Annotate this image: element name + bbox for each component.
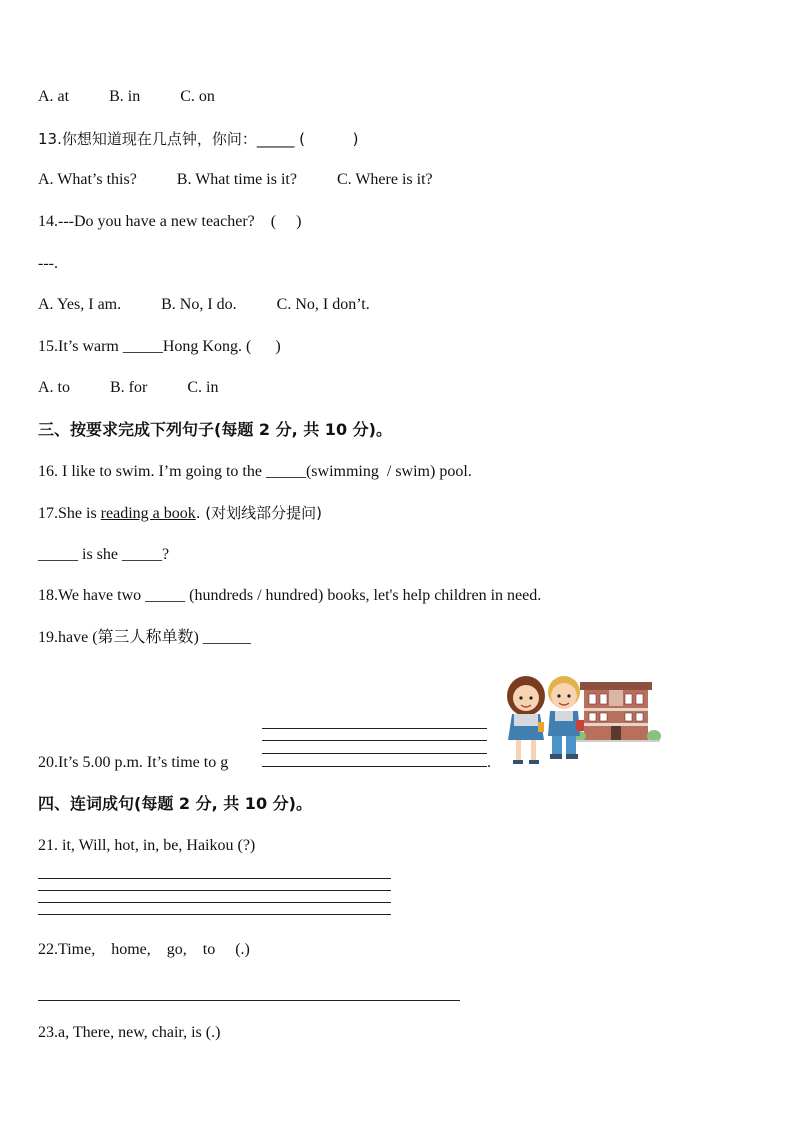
q13-stem: 13.你想知道现在几点钟，你问：_____ ( ) bbox=[38, 130, 359, 148]
q18-text: 18.We have two _____ (hundreds / hundred) books, let's help children in need. bbox=[38, 587, 542, 604]
school-building-icon bbox=[574, 682, 661, 742]
boy-student-icon bbox=[548, 676, 584, 759]
q20-blank-line bbox=[262, 766, 487, 767]
q17-answer-line: _____ is she _____? bbox=[38, 546, 170, 563]
q22-text: 22.Time, home, go, to (.) bbox=[38, 941, 250, 958]
q15-options: A. to B. for C. in bbox=[38, 379, 219, 396]
q14-answer-line: ---. bbox=[38, 255, 58, 272]
q20-blank-line bbox=[262, 728, 487, 729]
section-3-heading: 三、按要求完成下列句子(每题 2 分, 共 10 分)。 bbox=[38, 420, 392, 439]
q17-underlined-phrase: reading a book bbox=[100, 505, 196, 522]
q22-blank-line bbox=[38, 1000, 460, 1001]
q14-stem: 14.---Do you have a new teacher? ( ) bbox=[38, 213, 302, 230]
q15-stem: 15.It’s warm _____Hong Kong. ( ) bbox=[38, 338, 281, 355]
q20-blank-line bbox=[262, 740, 487, 741]
q21-blank-line bbox=[38, 878, 391, 879]
q14-options: A. Yes, I am. B. No, I do. C. No, I don’t. bbox=[38, 296, 370, 313]
q20-stem: 20.It’s 5.00 p.m. It’s time to g bbox=[38, 754, 229, 771]
q20-period: . bbox=[487, 754, 491, 771]
q12-options: A. at B. in C. on bbox=[38, 88, 215, 105]
q17-instruction: . (对划线部分提问) bbox=[195, 504, 322, 522]
q20-blank-line bbox=[262, 753, 487, 754]
q21-blank-line bbox=[38, 890, 391, 891]
q17-pre: 17.She is bbox=[38, 505, 101, 522]
q23-text: 23.a, There, new, chair, is (.) bbox=[38, 1024, 221, 1041]
q19-text: 19.have (第三人称单数) ______ bbox=[38, 629, 251, 646]
q21-text: 21. it, Will, hot, in, be, Haikou (?) bbox=[38, 837, 256, 854]
q21-blank-line bbox=[38, 914, 391, 915]
section-4-heading: 四、连词成句(每题 2 分, 共 10 分)。 bbox=[38, 794, 312, 813]
q13-options: A. What’s this? B. What time is it? C. Where is it? bbox=[38, 171, 433, 188]
q17-stem bbox=[38, 503, 322, 524]
girl-student-icon bbox=[507, 676, 545, 764]
q21-blank-line bbox=[38, 902, 391, 903]
students-and-school-illustration bbox=[492, 668, 662, 772]
q16-text: 16. I like to swim. I’m going to the _____(swimming / swim) pool. bbox=[38, 463, 472, 480]
